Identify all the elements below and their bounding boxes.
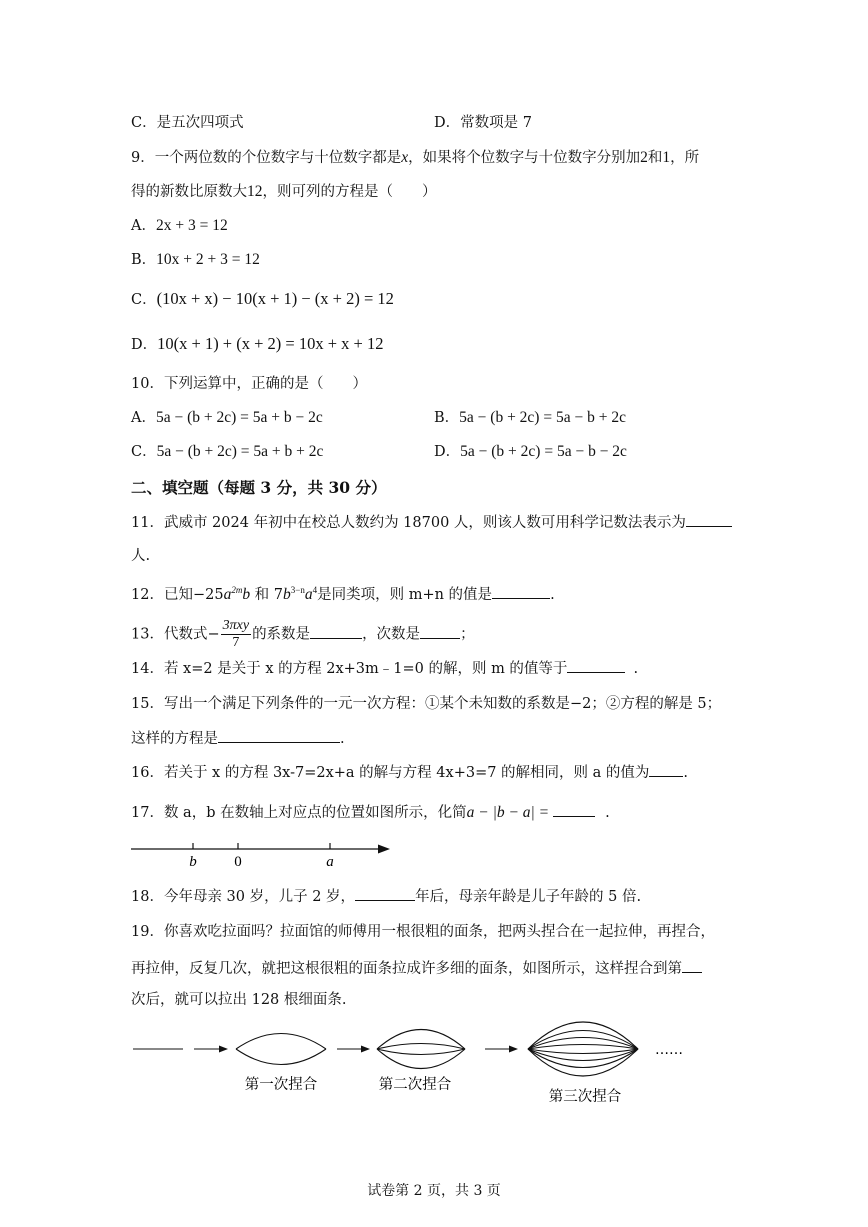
option-label: A． bbox=[131, 410, 156, 426]
first-pinch-noodles bbox=[236, 1034, 326, 1065]
q9-stem-text4: 得的新数比原数大 bbox=[131, 184, 247, 200]
q15-line1: 15．写出一个满足下列条件的一元一次方程：①某个未知数的系数是−2；②方程的解是 5； bbox=[131, 696, 722, 712]
period: . bbox=[683, 765, 689, 781]
exponent: 4 bbox=[312, 585, 318, 595]
q19-line1: 19．你喜欢吃拉面吗？拉面馆的师傅用一根很粗的面条，把两头捏合在一起拉伸，再捏合， bbox=[131, 924, 715, 940]
q17-text: 17．数 a，b 在数轴上对应点的位置如图所示，化简 bbox=[131, 805, 467, 821]
q11-text: 11．武威市 2024 年初中在校总人数约为 18700 人，则该人数可用科学记数法表示为 bbox=[131, 515, 686, 531]
q9-num-1: 1 bbox=[662, 149, 671, 166]
q9-option-b-equation: 10x + 2 + 3 = 12 bbox=[156, 251, 260, 268]
q12-text: 12．已知−25 bbox=[131, 587, 224, 604]
q10-option-a-equation: 5a − (b + 2c) = 5a + b − 2c bbox=[155, 409, 323, 426]
q10-option-d-equation: 5a − (b + 2c) = 5a − b − 2c bbox=[460, 443, 627, 460]
q17-expression: a − |b − a| = bbox=[466, 804, 550, 821]
section-heading: 二、填空题（每题 3 分，共 30 分） bbox=[131, 478, 387, 497]
q13-text: 13．代数式− bbox=[131, 626, 220, 643]
q16-text: 16．若关于 x 的方程 3x-7=2x+a 的解与方程 4x+3=7 的解相同，则 a 的值为 bbox=[131, 765, 650, 781]
option-label: D． bbox=[131, 337, 158, 353]
option-label: B． bbox=[434, 410, 460, 426]
axis-label-b: b bbox=[189, 854, 197, 870]
var-b: b bbox=[242, 586, 251, 604]
q10-option-c-equation: 5a − (b + 2c) = 5a + b + 2c bbox=[156, 443, 324, 460]
caption-second-pinch: 第二次捏合 bbox=[378, 1077, 452, 1093]
period: . bbox=[633, 661, 639, 677]
arrow-head-icon bbox=[361, 1046, 370, 1053]
second-pinch-noodles bbox=[377, 1030, 465, 1069]
q14-text: 14．若 x=2 是关于 x 的方程 2x+3m﹣1=0 的解，则 m 的值等于 bbox=[131, 661, 568, 677]
period: . bbox=[550, 587, 555, 604]
q9-option-d-equation: 10(x + 1) + (x + 2) = 10x + x + 12 bbox=[157, 334, 384, 353]
q18-text: 18．今年母亲 30 岁，儿子 2 岁， bbox=[131, 889, 356, 905]
option-label: C． bbox=[131, 444, 157, 460]
q9-var-x: x bbox=[401, 149, 409, 166]
period: . bbox=[605, 805, 610, 821]
q11-line2: 人. bbox=[131, 548, 151, 564]
fraction-denominator: 7 bbox=[232, 635, 240, 650]
caption-first-pinch: 第一次捏合 bbox=[244, 1077, 318, 1093]
var-b: b bbox=[283, 586, 291, 604]
var-a: a bbox=[304, 586, 313, 604]
q9-stem-text5: ，则可列的方程是（ ） bbox=[262, 184, 437, 200]
q15-text: 这样的方程是 bbox=[131, 731, 218, 747]
axis-label-a: a bbox=[326, 854, 334, 870]
q12-text-post: 是同类项，则 m+n 的值是 bbox=[317, 587, 493, 604]
q10-option-b-equation: 5a − (b + 2c) = 5a − b + 2c bbox=[459, 409, 626, 426]
axis-label-0: 0 bbox=[234, 854, 242, 870]
arrow-head-icon bbox=[219, 1046, 228, 1053]
arrow-head-icon bbox=[509, 1046, 518, 1053]
q18-text-post: 年后，母亲年龄是儿子年龄的 5 倍. bbox=[415, 889, 642, 905]
fraction-numerator: 3πxy bbox=[222, 618, 250, 633]
q13-text-mid: 的系数是 bbox=[252, 626, 311, 643]
option-label: B． bbox=[131, 252, 157, 268]
q10-stem: 10．下列运算中，正确的是（ ） bbox=[131, 376, 367, 392]
q13-text-mid2: ，次数是 bbox=[362, 626, 421, 643]
q9-option-c-equation: (10x + x) − 10(x + 1) − (x + 2) = 12 bbox=[156, 289, 394, 308]
exponent: 2m bbox=[231, 585, 243, 595]
period: . bbox=[340, 731, 345, 747]
q9-and: 和 bbox=[647, 150, 663, 166]
option-label: A． bbox=[131, 218, 156, 234]
var-a: a bbox=[223, 586, 232, 604]
q19-line3: 次后，就可以拉出 128 根细面条. bbox=[131, 992, 347, 1008]
q9-stem-text2: ，如果将个位数字与十位数字分别加 bbox=[408, 150, 641, 166]
page-footer: 试卷第 2 页，共 3 页 bbox=[367, 1183, 501, 1199]
q8-option-c: C．是五次四项式 bbox=[131, 115, 244, 131]
q12-text-mid: 和 7 bbox=[250, 587, 284, 604]
semicolon: ； bbox=[460, 626, 475, 643]
q9-option-a-equation: 2x + 3 = 12 bbox=[155, 217, 228, 234]
third-pinch-noodles bbox=[528, 1022, 638, 1076]
option-label: C． bbox=[131, 292, 157, 308]
ellipsis: …… bbox=[655, 1042, 683, 1058]
q19-text: 再拉伸，反复几次，就把这根很粗的面条拉成许多细的面条，如图所示，这样捏合到第 bbox=[131, 961, 682, 977]
q8-option-d: D．常数项是 7 bbox=[434, 115, 532, 131]
q9-stem-text: 9．一个两位数的个位数字与十位数字都是 bbox=[131, 150, 402, 166]
option-label: D． bbox=[434, 444, 461, 460]
caption-third-pinch: 第三次捏合 bbox=[548, 1089, 622, 1105]
q9-stem-text3: ，所 bbox=[670, 150, 700, 166]
q9-num-2: 2 bbox=[640, 149, 648, 166]
exponent: 3−n bbox=[290, 585, 305, 595]
q9-num-12: 12 bbox=[247, 183, 263, 200]
